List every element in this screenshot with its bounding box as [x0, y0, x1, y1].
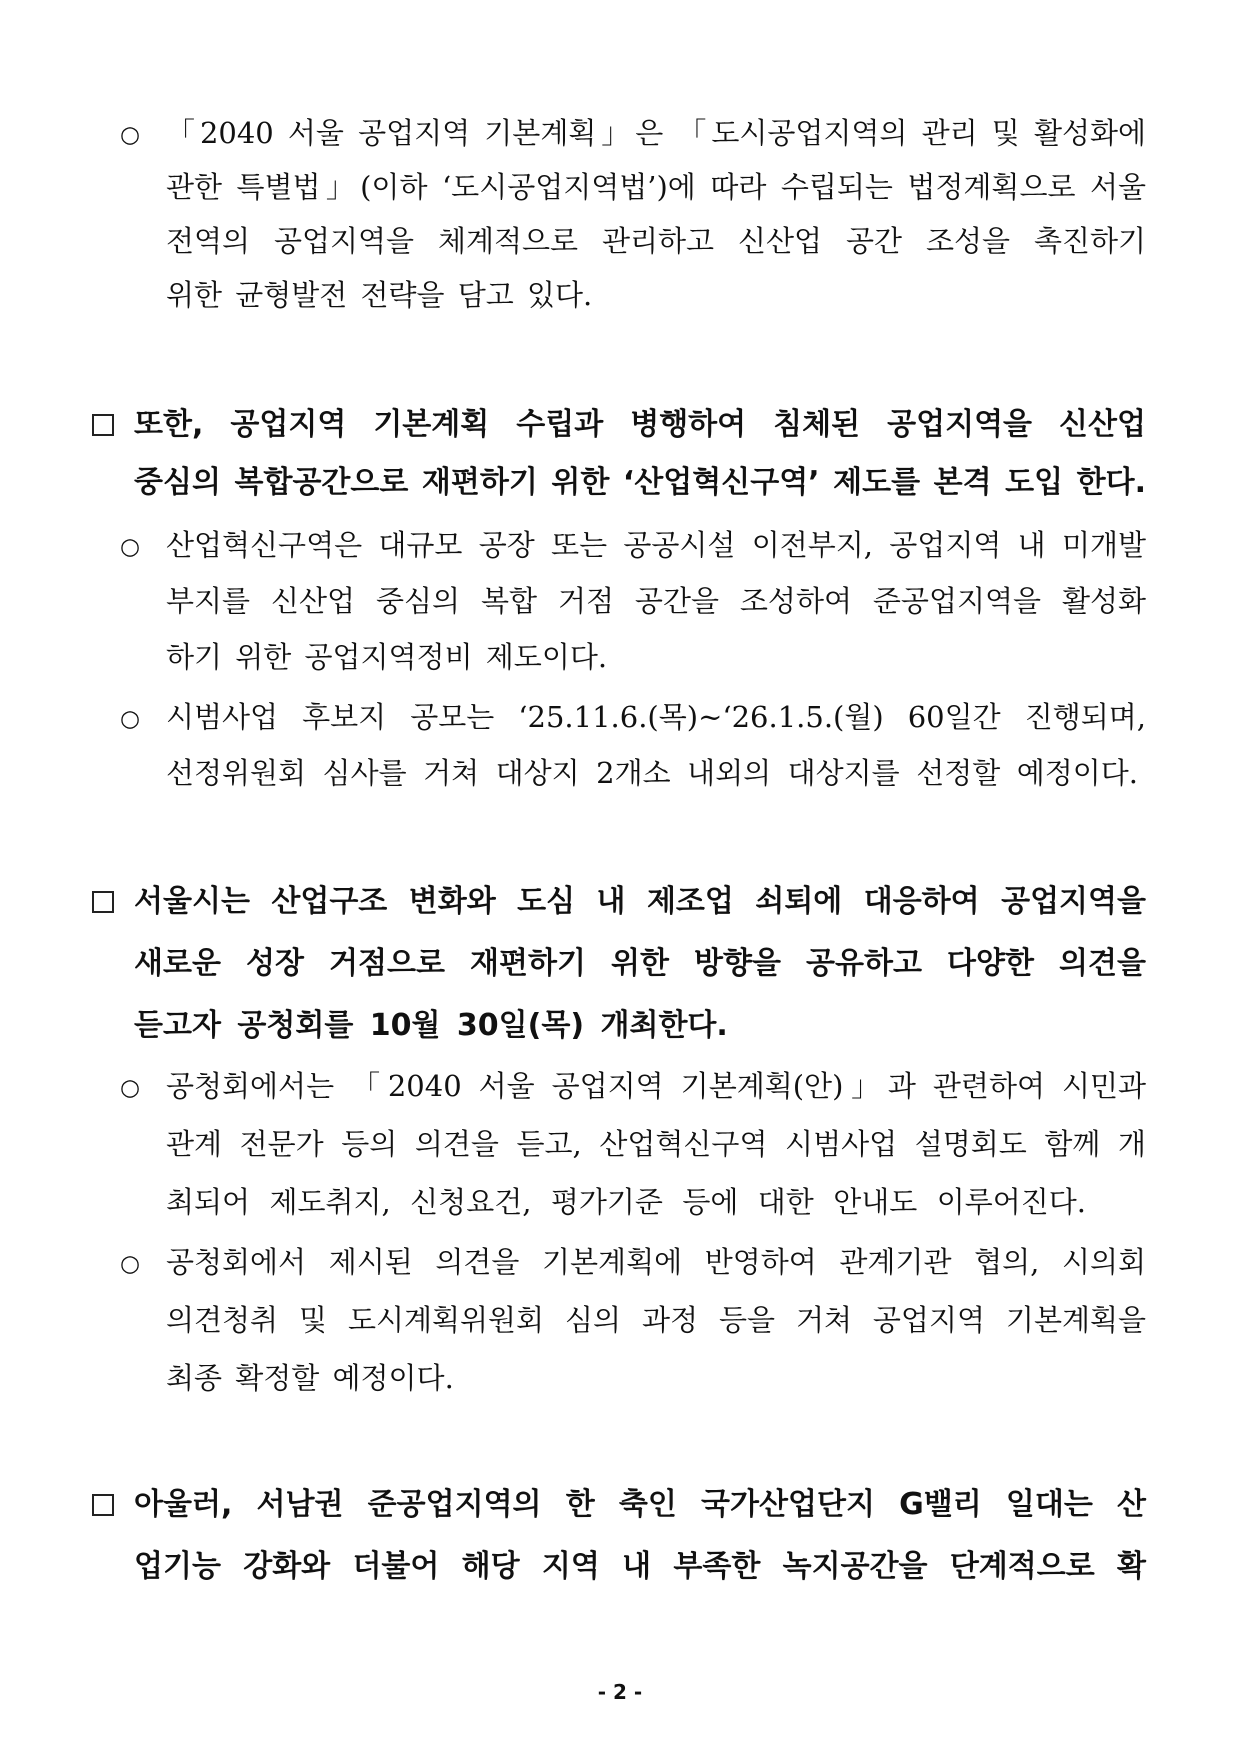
paragraph-line: 하기 위한 공업지역정비 제도이다. — [166, 640, 608, 674]
paragraph-line: 전역의 공업지역을 체계적으로 관리하고 신산업 공간 조성을 촉진하기 — [166, 224, 1146, 258]
sub-bullet-icon: ○ — [120, 1075, 141, 1101]
section-heading-line: 새로운 성장 거점으로 재편하기 위한 방향을 공유하고 다양한 의견을 — [134, 946, 1146, 981]
paragraph-line: 의견청취 및 도시계획위원회 심의 과정 등을 거쳐 공업지역 기본계획을 — [166, 1303, 1146, 1337]
paragraph-line: 위한 균형발전 전략을 담고 있다. — [166, 278, 593, 312]
paragraph-line: 공청회에서는 「2040 서울 공업지역 기본계획(안)」과 관련하여 시민과 — [166, 1069, 1146, 1103]
section-checkbox-icon — [92, 891, 114, 913]
section-heading-line: 또한, 공업지역 기본계획 수립과 병행하여 침체된 공업지역을 신산업 — [134, 407, 1146, 442]
paragraph-line: 「2040 서울 공업지역 기본계획」은 「도시공업지역의 관리 및 활성화에 — [166, 116, 1146, 150]
sub-bullet-icon: ○ — [120, 1251, 141, 1277]
section-heading-line: 중심의 복합공간으로 재편하기 위한 ‘산업혁신구역’ 제도를 본격 도입 한다. — [134, 465, 1146, 500]
paragraph-line: 공청회에서 제시된 의견을 기본계획에 반영하여 관계기관 협의, 시의회 — [166, 1245, 1146, 1279]
paragraph-line: 관한 특별법」(이하 ‘도시공업지역법’)에 따라 수립되는 법정계획으로 서울 — [166, 170, 1146, 204]
sub-bullet-icon: ○ — [120, 122, 141, 148]
sub-bullet-icon: ○ — [120, 534, 141, 560]
section-heading-line: 듣고자 공청회를 10월 30일(목) 개최한다. — [134, 1008, 728, 1043]
paragraph-line: 최종 확정할 예정이다. — [166, 1361, 454, 1395]
page-number: - 2 - — [597, 1680, 643, 1704]
paragraph-line: 산업혁신구역은 대규모 공장 또는 공공시설 이전부지, 공업지역 내 미개발 — [166, 528, 1146, 562]
paragraph-line: 선정위원회 심사를 거쳐 대상지 2개소 내외의 대상지를 선정할 예정이다. — [166, 756, 1138, 790]
sub-bullet-icon: ○ — [120, 706, 141, 732]
paragraph-line: 시범사업 후보지 공모는 ‘25.11.6.(목)~‘26.1.5.(월) 60일간 진행되며, — [166, 700, 1146, 734]
section-heading-line: 업기능 강화와 더불어 해당 지역 내 부족한 녹지공간을 단계적으로 확 — [134, 1549, 1146, 1584]
paragraph-line: 최되어 제도취지, 신청요건, 평가기준 등에 대한 안내도 이루어진다. — [166, 1185, 1086, 1219]
section-checkbox-icon — [92, 1494, 114, 1516]
section-heading-line: 아울러, 서남권 준공업지역의 한 축인 국가산업단지 G밸리 일대는 산 — [134, 1487, 1146, 1522]
paragraph-line: 부지를 신산업 중심의 복합 거점 공간을 조성하여 준공업지역을 활성화 — [166, 584, 1146, 618]
section-heading-line: 서울시는 산업구조 변화와 도심 내 제조업 쇠퇴에 대응하여 공업지역을 — [134, 884, 1146, 919]
section-checkbox-icon — [92, 414, 114, 436]
paragraph-line: 관계 전문가 등의 의견을 듣고, 산업혁신구역 시범사업 설명회도 함께 개 — [166, 1127, 1146, 1161]
